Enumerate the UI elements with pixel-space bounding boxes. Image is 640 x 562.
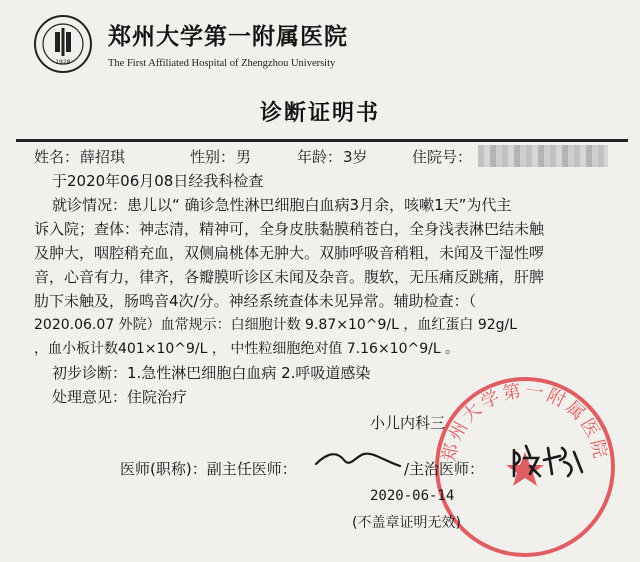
name-label: 姓名： (34, 148, 80, 166)
hospital-logo (33, 14, 93, 74)
body-line-8: ，血小板计数401×10^9/L ， 中性粒细胞绝对值 7.16×10^9/L 。 (34, 341, 460, 357)
hospital-name-en: The First Affiliated Hospital of Zhengzhou University (108, 58, 336, 69)
department-name: 小儿内科三 (370, 414, 446, 432)
body-line-3: 诉入院；查体：神志清，精神可，全身皮肤黏膜稍苍白，全身浅表淋巴结未触 (34, 220, 545, 238)
title-rule-thin (16, 141, 628, 142)
preliminary-diagnosis: 初步诊断：1.急性淋巴细胞白血病 2.呼吸道感染 (52, 364, 371, 382)
treatment-opinion: 处理意见：住院治疗 (52, 388, 188, 406)
document-title: 诊断证明书 (259, 101, 380, 126)
stamp-text: 郑州大学第一附属医院 (438, 380, 612, 464)
exam-date-line: 于2020年06月08日经我科检查 (52, 172, 264, 190)
patient-age: 3岁 (343, 148, 368, 166)
redacted-inpatient-number (478, 145, 608, 167)
sex-label: 性别： (190, 148, 236, 166)
body-line-4: 及肿大，咽腔稍充血，双侧扁桃体无肿大。双肺呼吸音稍粗，未闻及干湿性啰 (34, 244, 545, 262)
body-line-2: 就诊情况：患儿以“ 确诊急性淋巴细胞白血病3月余，咳嗽1天”为代主 (52, 196, 512, 214)
issue-date: 2020-06-14 (370, 488, 455, 504)
body-line-5: 音，心音有力，律齐，各瓣膜听诊区未闻及杂音。腹软，无压痛反跳痛，肝脾 (34, 268, 545, 286)
body-line-6: 肋下未触及，肠鸣音4次/分。神经系统查体未见异常。辅助检查：（ (34, 292, 477, 310)
body-line-7: 2020.06.07 外院）血常规示：白细胞计数 9.87×10^9/L ，血红蛋白 92g/L (34, 317, 518, 333)
inpatient-label: 住院号： (412, 148, 473, 166)
age-label: 年龄： (297, 148, 343, 166)
doctor-signature (312, 440, 404, 480)
doctor-title-label: 医师(职称)：副主任医师： (120, 460, 297, 478)
attending-doctor-label: /主治医师： (404, 460, 485, 478)
validity-note: (不盖章证明无效) (352, 515, 461, 531)
attending-signature (508, 438, 590, 484)
hospital-name-cn: 郑州大学第一附属医院 (108, 23, 348, 50)
patient-name: 薛招琪 (80, 148, 126, 166)
patient-sex: 男 (236, 148, 252, 166)
logo-year: 1928 (55, 59, 71, 66)
